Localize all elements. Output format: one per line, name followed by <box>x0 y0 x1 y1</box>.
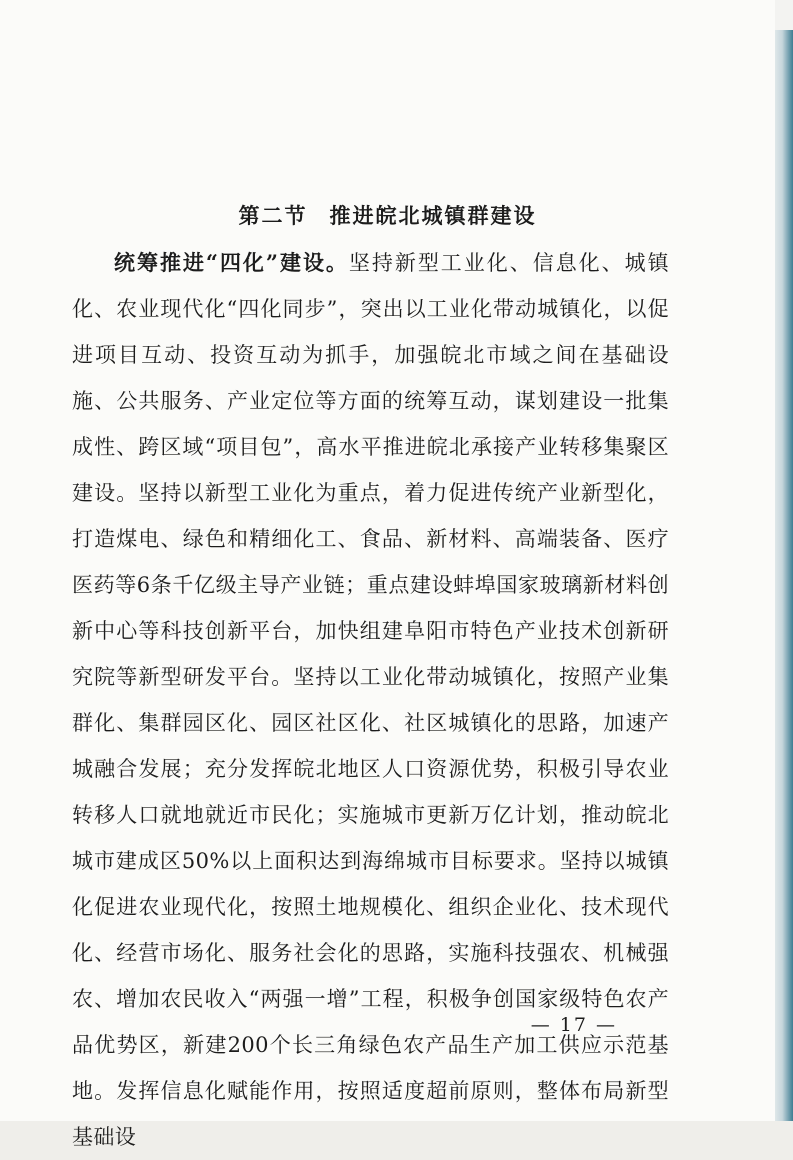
paragraph-body: 坚持新型工业化、信息化、城镇化、农业现代化“四化同步”，突出以工业化带动城镇化，以促进项目互动、投资互动为抓手，加强皖北市域之间在基础设施、公共服务、产业定位等方面的统筹互动，谋划建设一批集成性、跨区域“项目包”，高水平推进皖北承接产业转移集聚区建设。坚持以新型工业化为重点，着力促进传统产业新型化，打造煤电、绿色和精细化工、食品、新材料、高端装备、医疗医药等6条千亿级主导产业链；重点建设蚌埠国家玻璃新材料创新中心等科技创新平台，加快组建阜阳市特色产业技术创新研究院等新型研发平台。坚持以工业化带动城镇化，按照产业集群化、集群园区化、园区社区化、社区城镇化的思路，加速产城融合发展；充分发挥皖北地区人口资源优势，积极引导农业转移人口就地就近市民化；实施城市更新万亿计划，推动皖北城市建成区50%以上面积达到海绵城市目标要求。坚持以城镇化促进农业现代化，按照土地规模化、组织企业化、技术现代化、经营市场化、服务社会化的思路，实施科技强农、机械强农、增加农民收入“两强一增”工程，积极争创国家级特色农产品优势区，新建200个长三角绿色农产品生产加工供应示范基地。发挥信息化赋能作用，按照适度超前原则，整体布局新型基础设 <box>72 251 669 1149</box>
paragraph-lead: 统筹推进“四化”建设。 <box>114 250 349 275</box>
page-edge-top <box>775 0 793 30</box>
section-number: 第二节 <box>238 203 308 228</box>
section-title: 推进皖北城镇群建设 <box>329 203 537 228</box>
page-edge-shadow <box>775 30 793 1121</box>
section-heading <box>0 200 775 232</box>
page-number: — 17 — <box>530 1014 617 1036</box>
